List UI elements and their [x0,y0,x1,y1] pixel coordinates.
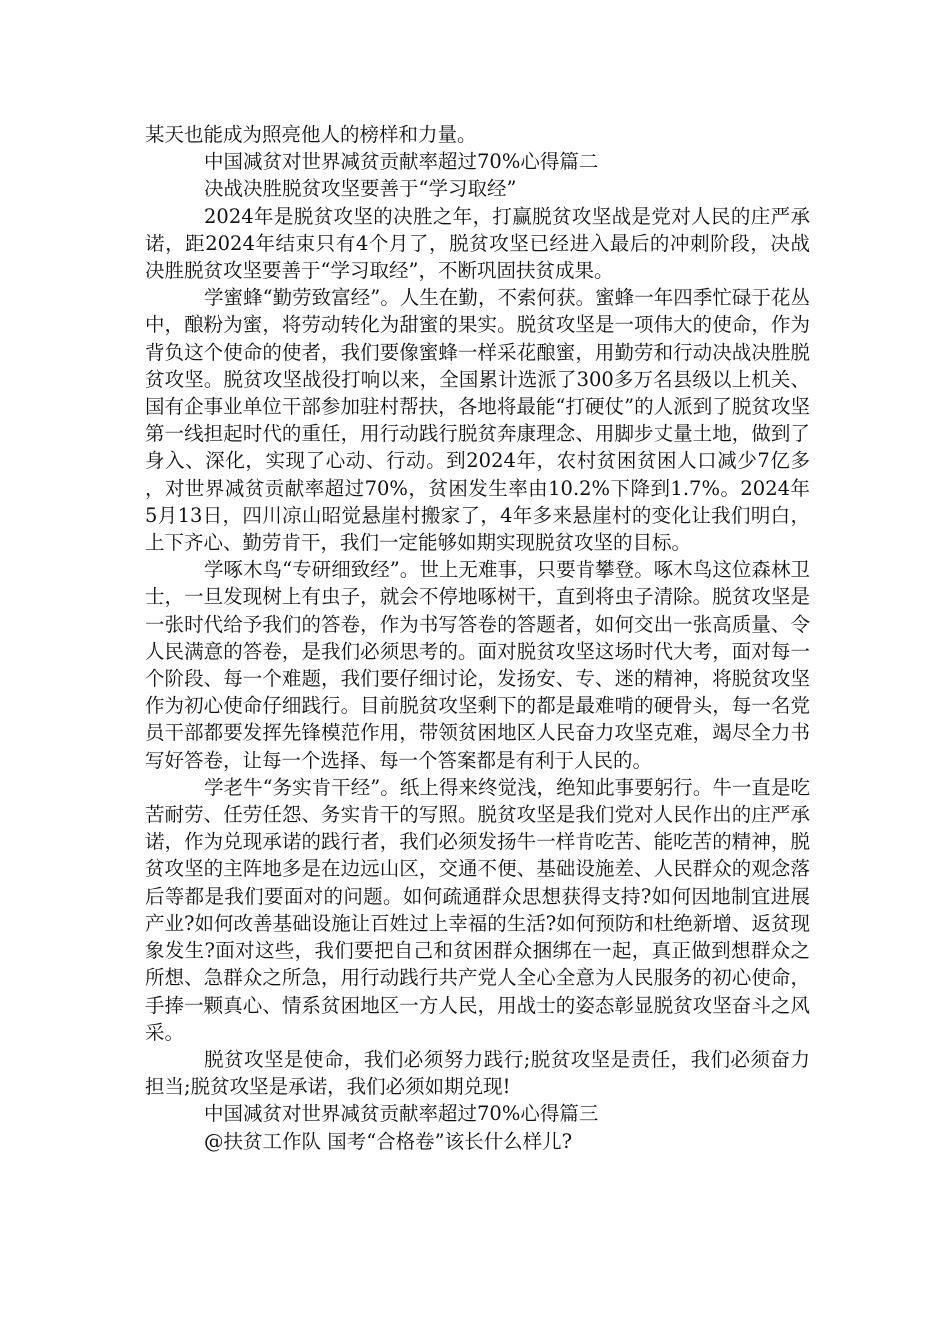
paragraph-conclusion: 脱贫攻坚是使命，我们必须努力践行;脱贫攻坚是责任，我们必须奋力担当;脱贫攻坚是承诺，我们必须如期兑现! [145,1047,810,1099]
article-subtitle-part-3: @扶贫工作队 国考“合格卷”该长什么样儿? [204,1129,573,1153]
article-title-part-2: 中国减贫对世界减贫贡献率超过70%心得篇二 [204,150,599,174]
paragraph-ox: 学老牛“务实肯干经”。纸上得来终觉浅，绝知此事要躬行。牛一直是吃苦耐劳、任劳任怨、务实肯干的写照。脱贫攻坚是我们党对人民作出的庄严承诺，作为兑现承诺的践行者，我们必须发扬牛一样肯吃苦、能吃苦的精神，脱贫攻坚的主阵地多是在边远山区，交通不便、基础设施差、人民群众的观念落后等都是我们要面对的问题。如何疏通群众思想获得支持?如何因地制宜进展产业?如何改善基础设施让百姓过上幸福的生活?如何预防和杜绝新增、返贫现象发生?面对这些，我们要把自己和贫困群众捆绑在一起，真正做到想群众之所想、急群众之所急，用行动践行共产党人全心全意为人民服务的初心使命，手捧一颗真心、情系贫困地区一方人民，用战士的姿态彰显脱贫攻坚奋斗之风采。 [145,775,810,1044]
article-title-part-3: 中国减贫对世界减贫贡献率超过70%心得篇三 [204,1102,599,1126]
paragraph-bee: 学蜜蜂“勤劳致富经”。人生在勤，不索何获。蜜蜂一年四季忙碌于花丛中，酿粉为蜜，将劳动转化为甜蜜的果实。脱贫攻坚是一项伟大的使命，作为背负这个使命的使者，我们要像蜜蜂一样采花酿蜜，用勤劳和行动决战决胜脱贫攻坚。脱贫攻坚战役打响以来，全国累计选派了300多万名县级以上机关、国有企事业单位干部参加驻村帮扶，各地将最能“打硬仗”的人派到了脱贫攻坚第一线担起时代的重任，用行动践行脱贫奔康理念、用脚步丈量土地，做到了身入、深化，实现了心动、行动。到2024年，农村贫困贫困人口减少7亿多，对世界减贫贡献率超过70%，贫困发生率由10.2%下降到1.7%。2024年5月13日，四川凉山昭觉悬崖村搬家了，4年多来悬崖村的变化让我们明白，上下齐心、勤劳肯干，我们一定能够如期实现脱贫攻坚的目标。 [145,286,810,555]
paragraph-woodpecker: 学啄木鸟“专研细致经”。世上无难事，只要肯攀登。啄木鸟这位森林卫士，一旦发现树上有虫子，就会不停地啄树干，直到将虫子清除。脱贫攻坚是一张时代给予我们的答卷，作为书写答卷的答题者，如何交出一张高质量、令人民满意的答卷，是我们必须思考的。面对脱贫攻坚这场时代大考，面对每一个阶段、每一个难题，我们要仔细讨论，发扬安、专、迷的精神，将脱贫攻坚作为初心使命仔细践行。目前脱贫攻坚剩下的都是最难啃的硬骨头，每一名党员干部都要发挥先锋模范作用，带领贫困地区人民奋力攻坚克难，竭尽全力书写好答卷，让每一个选择、每一个答案都是有利于人民的。 [145,558,810,772]
paragraph-continuation: 某天也能成为照亮他人的榜样和力量。 [145,123,477,146]
paragraph-intro: 2024年是脱贫攻坚的决胜之年，打赢脱贫攻坚战是党对人民的庄严承诺，距2024年结束只有4个月了，脱贫攻坚已经进入最后的冲刺阶段，决战决胜脱贫攻坚要善于“学习取经”，不断巩固扶贫成果。 [145,204,810,283]
article-subtitle-part-2: 决战决胜脱贫攻坚要善于“学习取经” [204,177,517,201]
document-body [145,121,810,1155]
